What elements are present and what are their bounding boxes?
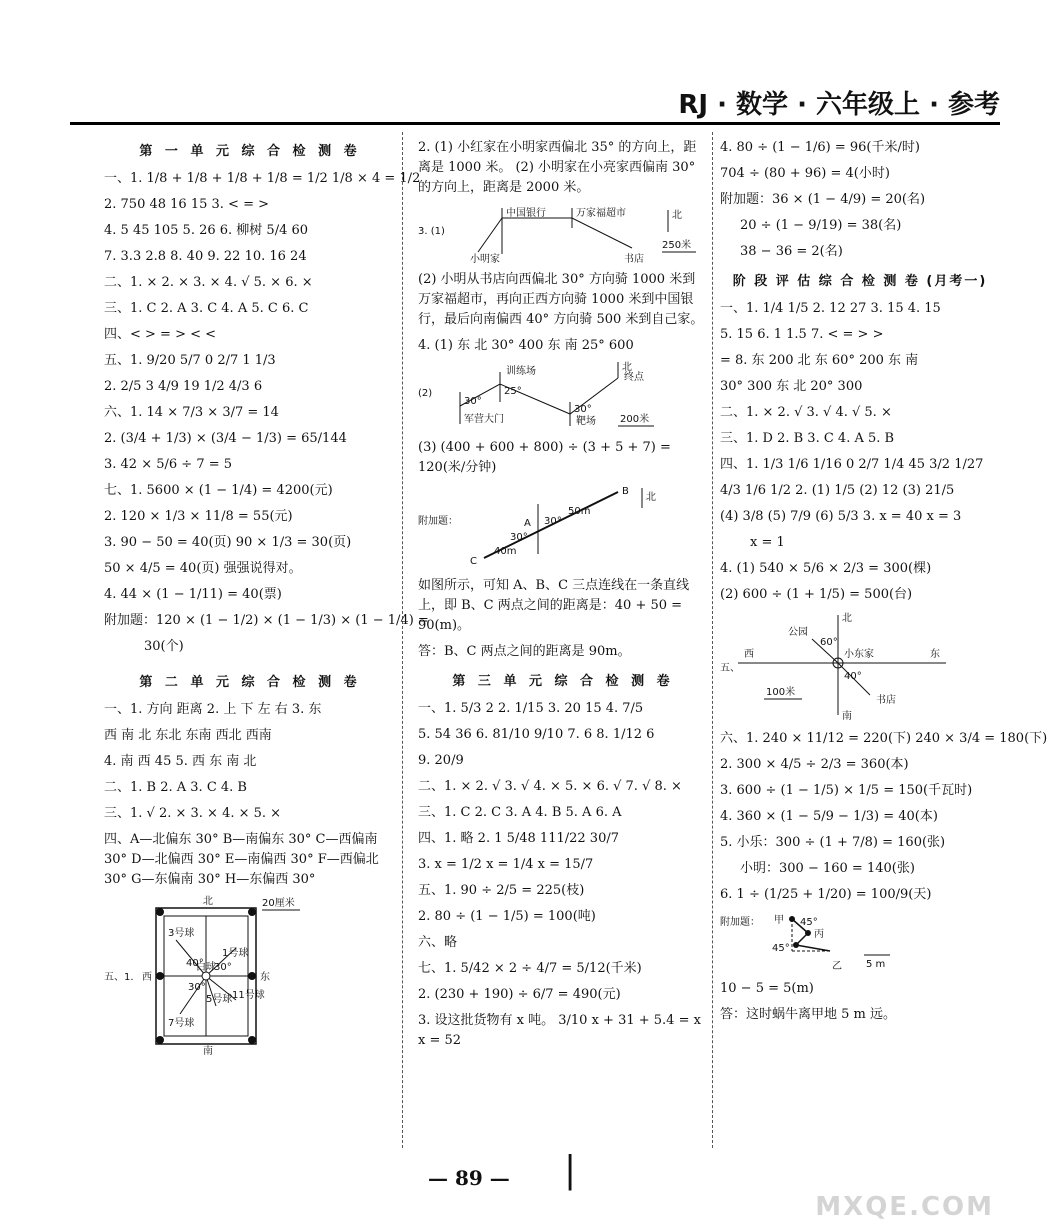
section-title-unit-1: 第 一 单 元 综 合 检 测 卷 [139,144,361,159]
place-label: 书店 [876,695,896,706]
page-number: — 89 — [428,1166,510,1190]
place-label: 万家福超市 [576,208,626,219]
monthly-test-answers-2 [720,729,1047,905]
pocket [248,908,256,916]
answer-line: 五、1. 9/20 5/7 0 2/7 1 1/3 [104,353,276,368]
cue-ball [202,972,210,980]
answer-line: 4. 44 × (1 − 1/11) = 40(票) [104,587,282,602]
column-divider-2 [712,132,713,1148]
answer-line: 附加题：36 × (1 − 4/9) = 20(名) [720,192,926,207]
west-label: 西 [142,972,152,983]
answer-line: 六、1. 240 × 11/12 = 220(下) 240 × 3/4 = 180(下) [720,731,1047,746]
xiaodong-map-figure [720,611,1000,723]
angle-label: 30° [464,396,482,407]
answer-line: (4) 3/8 (5) 7/9 (6) 5/3 3. x = 40 x = 3 [720,509,962,524]
answer-line: 4/3 1/6 1/2 2. (1) 1/5 (2) 12 (3) 21/5 [720,483,955,498]
angle-label: 45° [800,917,818,928]
answer-line: 2. (1) 小红家在小明家西偏北 35° 的方向上，距离是 1000 米。 (2) 小明家在小亮家西偏南 30° 的方向上，距离是 2000 米。 [418,140,697,195]
unit-2-answers [104,700,396,890]
section-title-unit-2: 第 二 单 元 综 合 检 测 卷 [139,675,361,690]
unit-4-answers-cont [720,138,1000,262]
answer-line: 如图所示，可知 A、B、C 三点连线在一条直线上，即 B、C 两点之间的距离是：40 + 50 = 90(m)。 [418,578,690,633]
header-rule [70,122,1000,125]
answer-line: 4. (1) 东 北 30° 400 东 南 25° 600 [418,338,634,353]
answer-line: 小明：300 − 160 = 140(张) [740,861,915,876]
figure-label: (2) [418,388,433,399]
monthly-test-answers [720,299,1000,605]
point [793,942,799,948]
answer-line: 2. (230 + 190) ÷ 6/7 = 490(元) [418,987,621,1002]
answer-line: 三、1. D 2. B 3. C 4. A 5. B [720,431,895,446]
answer-line: 四、< > = > < < [104,327,217,342]
answer-line: = 8. 东 200 北 东 60° 200 东 南 [720,353,919,368]
answer-line: 4. 南 西 45 5. 西 东 南 北 [104,754,257,769]
answer-line: 2. (3/4 + 1/3) × (3/4 − 1/3) = 65/144 [104,431,347,446]
pocket [248,972,256,980]
answer-line: x = 1 [750,535,785,550]
angle-label: 30° [510,532,528,543]
unit-1-answers [104,169,429,657]
column-1 [104,132,429,1057]
answer-line: 50 × 4/5 = 40(页) 强强说得对。 [104,561,302,576]
ball-label: 3号球 [168,928,195,939]
distance-label: 40m [494,546,517,557]
place-label: 中国银行 [506,208,546,219]
figure-label: 附加题： [720,917,760,928]
answer-line: 答：B、C 两点之间的距离是 90m。 [418,644,631,659]
answer-line: 二、1. B 2. A 3. C 4. B [104,780,247,795]
figure-label: 五、 [720,663,740,674]
angle-label: 30° [574,404,592,415]
answer-line: 3. 90 − 50 = 40(页) 90 × 1/3 = 30(页) [104,535,352,550]
answer-line: 5. 54 36 6. 81/10 9/10 7. 6 8. 1/12 6 [418,727,655,742]
angle-label: 40° [186,958,204,969]
answer-line: 10 − 5 = 5(m) [720,981,814,996]
angle-label: 45° [772,943,790,954]
answer-line: 西 南 北 东北 东南 西北 西南 [104,728,272,743]
route-map-figure [418,204,708,264]
center-label: 小东家 [844,649,874,660]
east-label: 东 [930,649,940,660]
answer-line: 二、1. × 2. × 3. × 4. √ 5. × 6. × [104,275,313,290]
pocket [248,1036,256,1044]
north-label: 北 [842,613,852,624]
answer-line: 六、1. 14 × 7/3 × 3/7 = 14 [104,405,279,420]
route-line [460,378,618,414]
figure-label: 五、1. [104,972,134,983]
center-label: 白球 [196,962,216,973]
answer-line: 三、1. C 2. A 3. C 4. A 5. C 6. C [104,301,309,316]
angle-label: 60° [820,637,838,648]
pocket [156,972,164,980]
ball-label: 5号球 [206,994,233,1005]
answer-line: 2. 750 48 16 15 3. < = > [104,197,269,212]
answer-line: 七、1. 5600 × (1 − 1/4) = 4200(元) [104,483,333,498]
answer-line: 3. 42 × 5/6 ÷ 7 = 5 [104,457,233,472]
answer-line: (3) (400 + 600 + 800) ÷ (3 + 5 + 7) = 120(米/分钟) [418,440,671,475]
south-label: 南 [203,1046,213,1057]
answer-line: 704 ÷ (80 + 96) = 4(小时) [720,166,890,181]
answer-line: 2. 300 × 4/5 ÷ 2/3 = 360(本) [720,757,909,772]
column-divider-1 [402,132,403,1148]
place-label: 军营大门 [464,414,504,425]
scale-label: 20厘米 [262,898,295,909]
answer-line: 5. 小乐：300 ÷ (1 + 7/8) = 160(张) [720,835,946,850]
north-label: 北 [203,896,213,907]
figure-label: 附加题： [418,516,458,527]
answer-line: 七、1. 5/42 × 2 ÷ 4/7 = 5/12(千米) [418,961,642,976]
answer-line: 四、1. 1/3 1/6 1/16 0 2/7 1/4 45 3/2 1/27 [720,457,984,472]
answer-line: 一、1. 5/3 2 2. 1/15 3. 20 15 4. 7/5 [418,701,644,716]
answer-line: 4. (1) 540 × 5/6 × 2/3 = 300(棵) [720,561,932,576]
point-label: C [470,556,477,567]
answer-line: (2) 小明从书店向西偏北 30° 方向骑 1000 米到万家福超市，再向正西方向骑 1000 米到中国银行，最后向南偏西 40° 方向骑 500 米到自己家。 [418,272,704,327]
angle-label: 40° [844,671,862,682]
answer-line: 三、1. √ 2. × 3. × 4. × 5. × [104,806,282,821]
angle-label: 30° [544,516,562,527]
point-label: A [524,518,531,529]
answer-line: 3. 600 ÷ (1 − 1/5) × 1/5 = 150(千瓦时) [720,783,973,798]
answer-line: 30(个) [144,639,184,654]
answer-line: 4. 80 ÷ (1 − 1/6) = 96(千米/时) [720,140,920,155]
distance-label: 50m [568,506,591,517]
answer-line: 9. 20/9 [418,753,464,768]
answer-line: 3. x = 1/2 x = 1/4 x = 15/7 [418,857,594,872]
answer-line: 四、1. 略 2. 1 5/48 111/22 30/7 [418,831,619,846]
answer-line: (2) 600 ÷ (1 + 1/5) = 500(台) [720,587,913,602]
ball-label: 1号球 [222,948,249,959]
answer-line: 3. 设这批货物有 x 吨。 3/10 x + 31 + 5.4 = x x = 52 [418,1013,701,1048]
place-label: 训练场 [506,366,536,377]
answer-line: 五、1. 90 ÷ 2/5 = 225(枝) [418,883,585,898]
snail-path-figure [720,911,1000,973]
unit-3-answers [418,699,708,1051]
answer-line: 一、1. 1/8 + 1/8 + 1/8 + 1/8 = 1/2 1/8 × 4 = 1/2 [104,171,421,186]
page-header: RJ · 数学 · 六年级上 · 参考 [678,90,1000,120]
pocket [156,908,164,916]
point-label: 甲 [774,915,784,926]
point-bing [805,930,811,936]
answer-line: 4. 360 × (1 − 5/9 − 1/3) = 40(本) [720,809,938,824]
point-label: B [622,486,629,497]
section-title-unit-3: 第 三 单 元 综 合 检 测 卷 [452,674,674,689]
answer-line: 2. 80 ÷ (1 − 1/5) = 100(吨) [418,909,596,924]
ball-label: 11号球 [232,990,265,1001]
answer-line: 30° 300 东 北 20° 300 [720,379,863,394]
scale-label: 100米 [766,687,796,698]
column-3 [720,132,1047,1031]
route-line [478,218,632,252]
scale-label: 250米 [662,240,692,251]
billiard-table-figure [104,896,396,1056]
scale-label: 5 m [866,959,886,970]
point-jia [789,916,795,922]
answer-line: 2. 120 × 1/3 × 11/8 = 55(元) [104,509,293,524]
answer-line: 7. 3.3 2.8 8. 40 9. 22 10. 16 24 [104,249,307,264]
page-mark: | [564,1150,577,1191]
column-2 [418,132,708,1057]
place-label: 小明家 [470,254,500,265]
answer-line: 二、1. × 2. √ 3. √ 4. × 5. × 6. √ 7. √ 8. × [418,779,682,794]
north-label: 北 [646,492,656,503]
answer-line: 一、1. 1/4 1/5 2. 12 27 3. 15 4. 15 [720,301,941,316]
place-label: 书店 [624,254,644,265]
place-label: 靶场 [576,416,596,427]
figure-label: 3. (1) [418,226,445,237]
ball-label: 7号球 [168,1018,195,1029]
angle-label: 30° [214,962,232,973]
answer-line: 二、1. × 2. √ 3. √ 4. √ 5. × [720,405,892,420]
north-label: 北 [672,210,682,221]
point-label: 乙 [832,961,842,972]
place-label: 终点 [624,372,644,383]
place-label: 公园 [788,627,808,638]
south-label: 南 [842,711,852,722]
answer-line: 38 − 36 = 2(名) [740,244,843,259]
section-title-monthly-test: 阶 段 评 估 综 合 检 测 卷 (月考一) [732,274,988,289]
path-line [796,945,830,951]
line-abc-figure [418,484,708,570]
pocket [156,1036,164,1044]
answer-line: 三、1. C 2. C 3. A 4. B 5. A 6. A [418,805,622,820]
north-label: 北 [622,362,632,373]
answer-line: 20 ÷ (1 − 9/19) = 38(名) [740,218,902,233]
east-label: 东 [260,972,270,983]
angle-label: 25° [504,386,522,397]
answer-line: 2. 2/5 3 4/9 19 1/2 4/3 6 [104,379,263,394]
answer-line: 5. 15 6. 1 1.5 7. < = > > [720,327,884,342]
answer-line: 附加题：120 × (1 − 1/2) × (1 − 1/3) × (1 − 1/4) = [104,613,429,628]
military-route-figure [418,362,708,432]
angle-label: 30° [188,982,206,993]
answer-line: 4. 5 45 105 5. 26 6. 柳树 5/4 60 [104,223,309,238]
answer-line: 答：这时蜗牛离甲地 5 m 远。 [720,1007,896,1022]
answer-line: 6. 1 ÷ (1/25 + 1/20) = 100/9(天) [720,887,932,902]
west-label: 西 [744,649,754,660]
answer-line: 四、A—北偏东 30° B—南偏东 30° C—西偏南 30° D—北偏西 30° E—南偏西 30° F—西偏北 30° G—东偏南 30° H—东偏西 30° [104,832,379,887]
watermark: MXQE.COM [815,1192,994,1222]
answer-line: 六、略 [418,935,458,950]
point-label: 丙 [814,929,824,940]
answer-line: 一、1. 方向 距离 2. 上 下 左 右 3. 东 [104,702,322,717]
scale-label: 200米 [620,414,650,425]
